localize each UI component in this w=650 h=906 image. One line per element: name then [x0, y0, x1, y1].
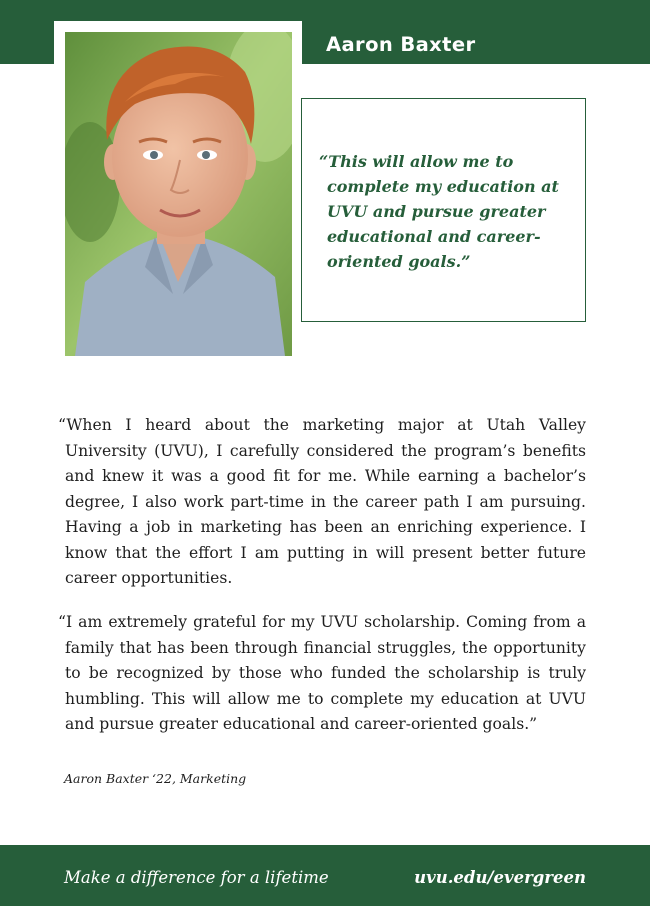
student-name-heading: Aaron Baxter — [326, 33, 476, 56]
attribution-line: Aaron Baxter ‘22, Marketing — [64, 771, 247, 786]
pull-quote-text: “This will allow me to complete my education at UVU and pursue greater educational and career-oriented goals.” — [319, 152, 559, 271]
student-portrait-photo — [65, 32, 292, 356]
testimonial-paragraph-2: “I am extremely grateful for my UVU scholarship. Coming from a family that has been through financial struggles, the opportunity to be recognized by those who funded the scholarship is truly humbling. This will allow me to complete my education at UVU and pursue greater educational and career-oriented goals.” — [58, 613, 586, 733]
testimonial-paragraph-1: “When I heard about the marketing major at Utah Valley University (UVU), I carefully considered the program’s benefits and knew it was a good fit for me. While earning a bachelor’s degree, I also work part-time in the career path I am pursuing. Having a job in marketing has been an enriching experience. I know that the effort I am putting in will present better future career opportunities. — [58, 416, 586, 587]
footer-website-link[interactable]: uvu.edu/evergreen — [414, 868, 586, 887]
footer-tagline: Make a difference for a lifetime — [64, 868, 329, 887]
